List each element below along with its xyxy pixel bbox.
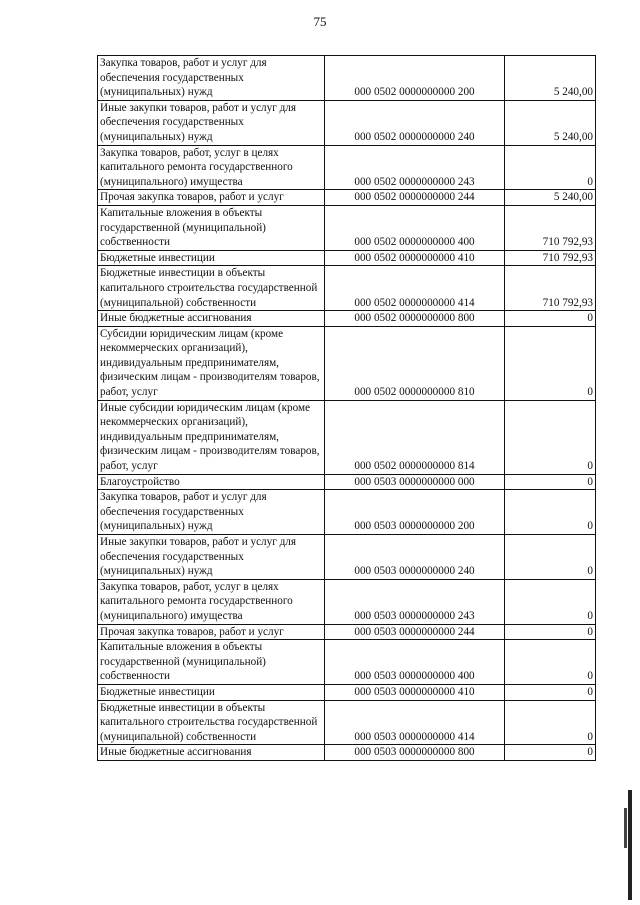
row-sum-cell: 0 bbox=[505, 474, 596, 490]
row-code-cell: 000 0503 0000000000 243 bbox=[325, 579, 505, 624]
table-row bbox=[98, 311, 596, 327]
row-name-cell: Прочая закупка товаров, работ и услуг bbox=[98, 190, 325, 206]
row-name-cell: Капитальные вложения в объекты государственной (муниципальной) собственности bbox=[98, 640, 325, 685]
row-code-cell: 000 0503 0000000000 410 bbox=[325, 684, 505, 700]
table-row bbox=[98, 56, 596, 101]
row-code-cell: 000 0502 0000000000 814 bbox=[325, 400, 505, 474]
row-code-cell: 000 0502 0000000000 800 bbox=[325, 311, 505, 327]
row-code-cell: 000 0502 0000000000 410 bbox=[325, 250, 505, 266]
table-row bbox=[98, 535, 596, 580]
row-code-cell: 000 0503 0000000000 000 bbox=[325, 474, 505, 490]
row-code-cell: 000 0502 0000000000 810 bbox=[325, 326, 505, 400]
row-sum-cell: 0 bbox=[505, 624, 596, 640]
table-row bbox=[98, 400, 596, 474]
page-number: 75 bbox=[313, 14, 327, 29]
row-sum-cell: 0 bbox=[505, 535, 596, 580]
row-code-cell: 000 0502 0000000000 244 bbox=[325, 190, 505, 206]
row-sum-cell: 0 bbox=[505, 684, 596, 700]
row-name-cell: Капитальные вложения в объекты государственной (муниципальной) собственности bbox=[98, 205, 325, 250]
row-code-cell: 000 0503 0000000000 200 bbox=[325, 490, 505, 535]
row-sum-cell: 0 bbox=[505, 700, 596, 745]
row-name-cell: Закупка товаров, работ и услуг для обеспечения государственных (муниципальных) нужд bbox=[98, 56, 325, 101]
table-row bbox=[98, 100, 596, 145]
row-sum-cell: 710 792,93 bbox=[505, 250, 596, 266]
row-sum-cell: 710 792,93 bbox=[505, 205, 596, 250]
row-code-cell: 000 0502 0000000000 400 bbox=[325, 205, 505, 250]
table-row bbox=[98, 205, 596, 250]
row-sum-cell: 5 240,00 bbox=[505, 100, 596, 145]
row-code-cell: 000 0502 0000000000 243 bbox=[325, 145, 505, 190]
row-sum-cell: 5 240,00 bbox=[505, 190, 596, 206]
row-sum-cell: 710 792,93 bbox=[505, 266, 596, 311]
table-row bbox=[98, 624, 596, 640]
table-row bbox=[98, 145, 596, 190]
row-name-cell: Бюджетные инвестиции в объекты капитального строительства государственной (муниципальной) собственности bbox=[98, 700, 325, 745]
row-sum-cell: 0 bbox=[505, 326, 596, 400]
table-row bbox=[98, 266, 596, 311]
row-name-cell: Иные закупки товаров, работ и услуг для обеспечения государственных (муниципальных) нужд bbox=[98, 535, 325, 580]
row-sum-cell: 5 240,00 bbox=[505, 56, 596, 101]
row-sum-cell: 0 bbox=[505, 745, 596, 761]
row-sum-cell: 0 bbox=[505, 145, 596, 190]
row-sum-cell: 0 bbox=[505, 311, 596, 327]
row-name-cell: Бюджетные инвестиции bbox=[98, 250, 325, 266]
table-row bbox=[98, 490, 596, 535]
row-name-cell: Иные закупки товаров, работ и услуг для обеспечения государственных (муниципальных) нужд bbox=[98, 100, 325, 145]
row-code-cell: 000 0503 0000000000 244 bbox=[325, 624, 505, 640]
budget-table bbox=[97, 55, 596, 761]
row-sum-cell: 0 bbox=[505, 640, 596, 685]
row-code-cell: 000 0503 0000000000 414 bbox=[325, 700, 505, 745]
row-code-cell: 000 0502 0000000000 240 bbox=[325, 100, 505, 145]
row-sum-cell: 0 bbox=[505, 579, 596, 624]
row-name-cell: Бюджетные инвестиции в объекты капитального строительства государственной (муниципальной) собственности bbox=[98, 266, 325, 311]
scan-edge-mark bbox=[624, 808, 627, 848]
row-sum-cell: 0 bbox=[505, 400, 596, 474]
table-row bbox=[98, 684, 596, 700]
row-name-cell: Иные субсидии юридическим лицам (кроме некоммерческих организаций), индивидуальным предпринимателям, физическим лицам - производителям товаров, работ, услуг bbox=[98, 400, 325, 474]
scan-edge-mark bbox=[628, 790, 632, 900]
row-name-cell: Закупка товаров, работ, услуг в целях капитального ремонта государственного (муниципального) имущества bbox=[98, 579, 325, 624]
row-name-cell: Иные бюджетные ассигнования bbox=[98, 311, 325, 327]
table-row bbox=[98, 640, 596, 685]
row-code-cell: 000 0503 0000000000 240 bbox=[325, 535, 505, 580]
row-name-cell: Субсидии юридическим лицам (кроме некоммерческих организаций), индивидуальным предпринимателям, физическим лицам - производителям товаров, работ, услуг bbox=[98, 326, 325, 400]
table-row bbox=[98, 745, 596, 761]
row-name-cell: Закупка товаров, работ, услуг в целях капитального ремонта государственного (муниципального) имущества bbox=[98, 145, 325, 190]
row-name-cell: Бюджетные инвестиции bbox=[98, 684, 325, 700]
table-row bbox=[98, 579, 596, 624]
row-code-cell: 000 0502 0000000000 414 bbox=[325, 266, 505, 311]
table-row bbox=[98, 190, 596, 206]
table-row bbox=[98, 250, 596, 266]
row-sum-cell: 0 bbox=[505, 490, 596, 535]
table-row bbox=[98, 326, 596, 400]
table-row bbox=[98, 474, 596, 490]
row-name-cell: Благоустройство bbox=[98, 474, 325, 490]
table-row bbox=[98, 700, 596, 745]
row-code-cell: 000 0502 0000000000 200 bbox=[325, 56, 505, 101]
row-name-cell: Закупка товаров, работ и услуг для обеспечения государственных (муниципальных) нужд bbox=[98, 490, 325, 535]
row-code-cell: 000 0503 0000000000 800 bbox=[325, 745, 505, 761]
row-code-cell: 000 0503 0000000000 400 bbox=[325, 640, 505, 685]
row-name-cell: Прочая закупка товаров, работ и услуг bbox=[98, 624, 325, 640]
row-name-cell: Иные бюджетные ассигнования bbox=[98, 745, 325, 761]
